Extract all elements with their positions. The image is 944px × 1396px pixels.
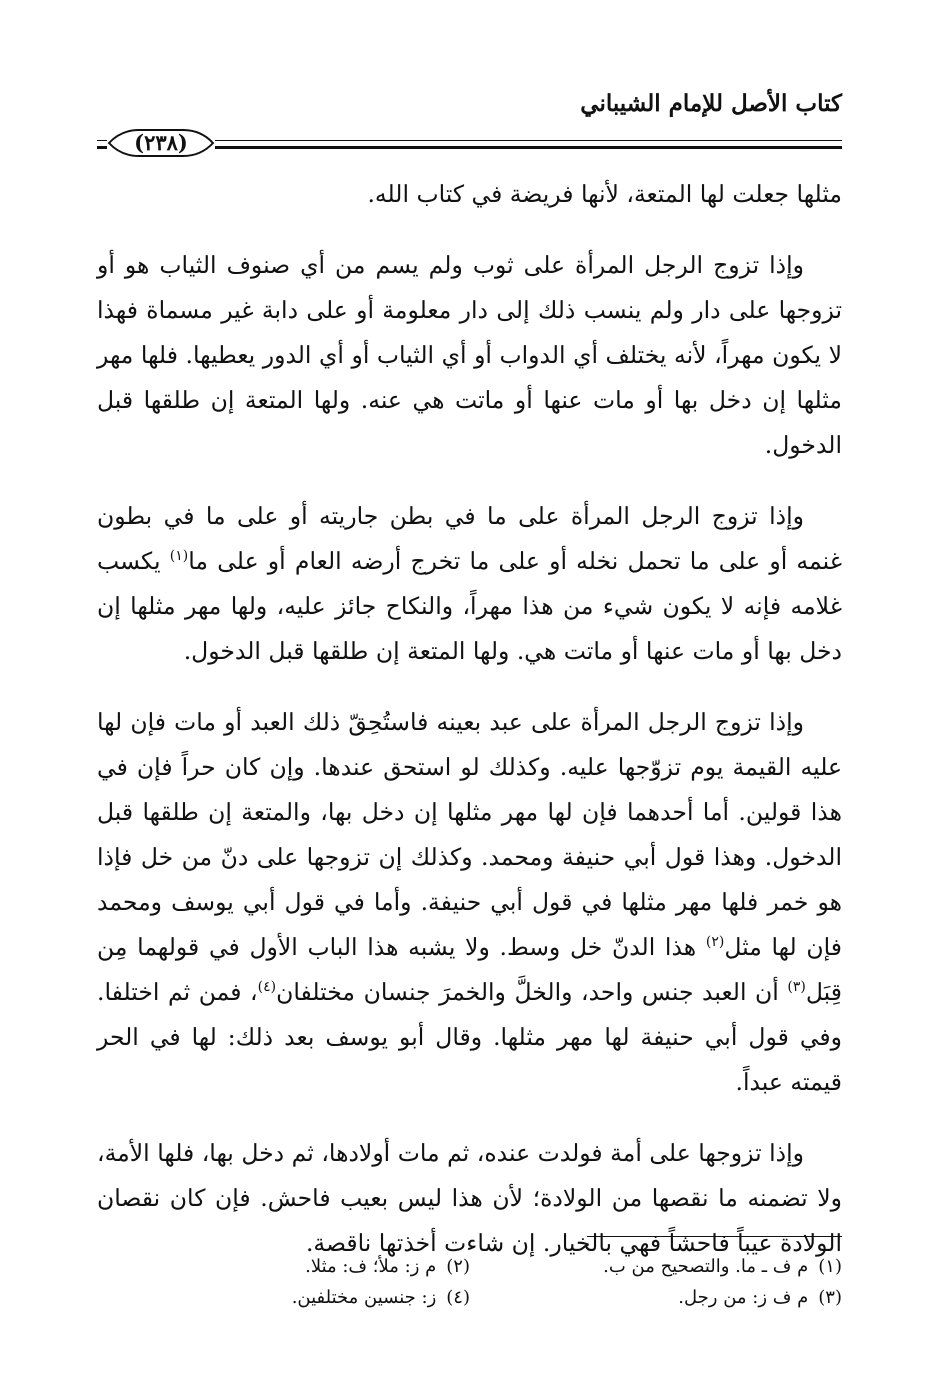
paragraph bbox=[97, 700, 842, 1105]
footnote-number: (٤) bbox=[446, 1287, 470, 1308]
paragraph-text: ، فمن ثم اختلفا. وفي قول أبي حنيفة لها مهر مثلها. وقال أبو يوسف بعد ذلك: لها في الحر قيمته عبداً. bbox=[97, 978, 842, 1096]
footnote-text: م ف ـ ما. والتصحيح من ب. bbox=[603, 1256, 809, 1277]
paragraph bbox=[97, 1131, 842, 1266]
footnote-number: (١) bbox=[818, 1256, 842, 1277]
footnote-rule bbox=[587, 1236, 842, 1237]
footnote-marker: (٤) bbox=[257, 979, 277, 995]
paragraph bbox=[97, 494, 842, 674]
paragraph bbox=[97, 243, 842, 468]
running-title: كتاب الأصل للإمام الشيباني bbox=[580, 90, 842, 117]
footnote-item bbox=[305, 1254, 470, 1280]
footnote-number: (٣) bbox=[818, 1287, 842, 1308]
footnote-number: (٢) bbox=[446, 1256, 470, 1277]
document-page bbox=[97, 80, 842, 1380]
paragraph bbox=[97, 172, 842, 217]
paragraph-text: وإذا تزوج الرجل المرأة على ما في بطن جاريته أو على ما في بطون غنمه أو على ما تحمل نخله أو على ما تخرج أرضه العام أو على ما bbox=[97, 502, 843, 575]
footnote-item bbox=[292, 1285, 470, 1311]
footnote-item bbox=[678, 1285, 842, 1311]
paragraph-text: هذا الدنّ خل وسط. ولا يشبه هذا الباب الأول في قولهما مِن قِبَل bbox=[97, 933, 842, 1006]
paragraph-text: أن العبد جنس واحد، والخلَّ والخمرَ جنسان مختلفان bbox=[276, 978, 788, 1006]
page-number-badge bbox=[107, 128, 215, 158]
footnote-marker: (٣) bbox=[787, 979, 806, 995]
footnote-marker: (١) bbox=[169, 548, 189, 564]
body-text bbox=[97, 172, 842, 1266]
paragraph-text: وإذا تزوج الرجل المرأة على ثوب ولم يسم من أي صنوف الثياب هو أو تزوجها على دار ولم ينسب ذلك إلى دار معلومة أو على دابة غير مسماة فهذا لا يكون مهراً، لأنه يختلف أي الدواب أو أي الثياب أو أي الدور يعطيها. فلها مهر مثلها إن دخل بها أو مات عنها أو ماتت هي عنه. ولها المتعة إن طلقها قبل الدخول. bbox=[97, 251, 842, 459]
page-number: (٢٣٨) bbox=[134, 130, 188, 155]
paragraph-text: وإذا تزوجها على أمة فولدت عنده، ثم مات أولادها، ثم دخل بها، فلها الأمة، ولا تضمنه ما نقصها من الولادة؛ لأن هذا ليس بعيب فاحش. فإن كان نقصان الولادة عيباً فاحشاً فهي بالخيار. إن شاءت أخذتها ناقصة. bbox=[97, 1139, 842, 1257]
paragraph-text: وإذا تزوج الرجل المرأة على عبد بعينه فاستُحِقّ ذلك العبد أو مات فإن لها عليه القيمة يوم تزوّجها عليه. وكذلك لو استحق عندها. وإن كان حراً فإن في هذا قولين. أما أحدهما فإن لها مهر مثلها إن دخل بها، والمتعة إن طلقها قبل الدخول. وهذا قول أبي حنيفة ومحمد. وكذلك إن تزوجها على دنّ من خل فإذا هو خمر فلها مهر مثلها في قول أبي حنيفة. وأما في قول أبي يوسف ومحمد فإن لها مثل bbox=[97, 708, 842, 961]
paragraph-text: مثلها جعلت لها المتعة، لأنها فريضة في كتاب الله. bbox=[367, 180, 842, 208]
footnote-text: ز: جنسين مختلفين. bbox=[291, 1287, 437, 1308]
paragraph-text: يكسب غلامه فإنه لا يكون شيء من هذا مهراً، والنكاح جائز عليه، ولها مهر مثلها إن دخل بها أو مات عنها أو ماتت هي. ولها المتعة إن طلقها قبل الدخول. bbox=[97, 547, 842, 665]
footnote-text: م ف ز: من رجل. bbox=[678, 1287, 809, 1308]
page-header bbox=[97, 80, 842, 158]
footnote-marker: (٢) bbox=[705, 934, 725, 950]
footnote-text: م ز: ملأ؛ ف: مثلا. bbox=[305, 1256, 437, 1277]
footnote-item bbox=[603, 1254, 842, 1280]
